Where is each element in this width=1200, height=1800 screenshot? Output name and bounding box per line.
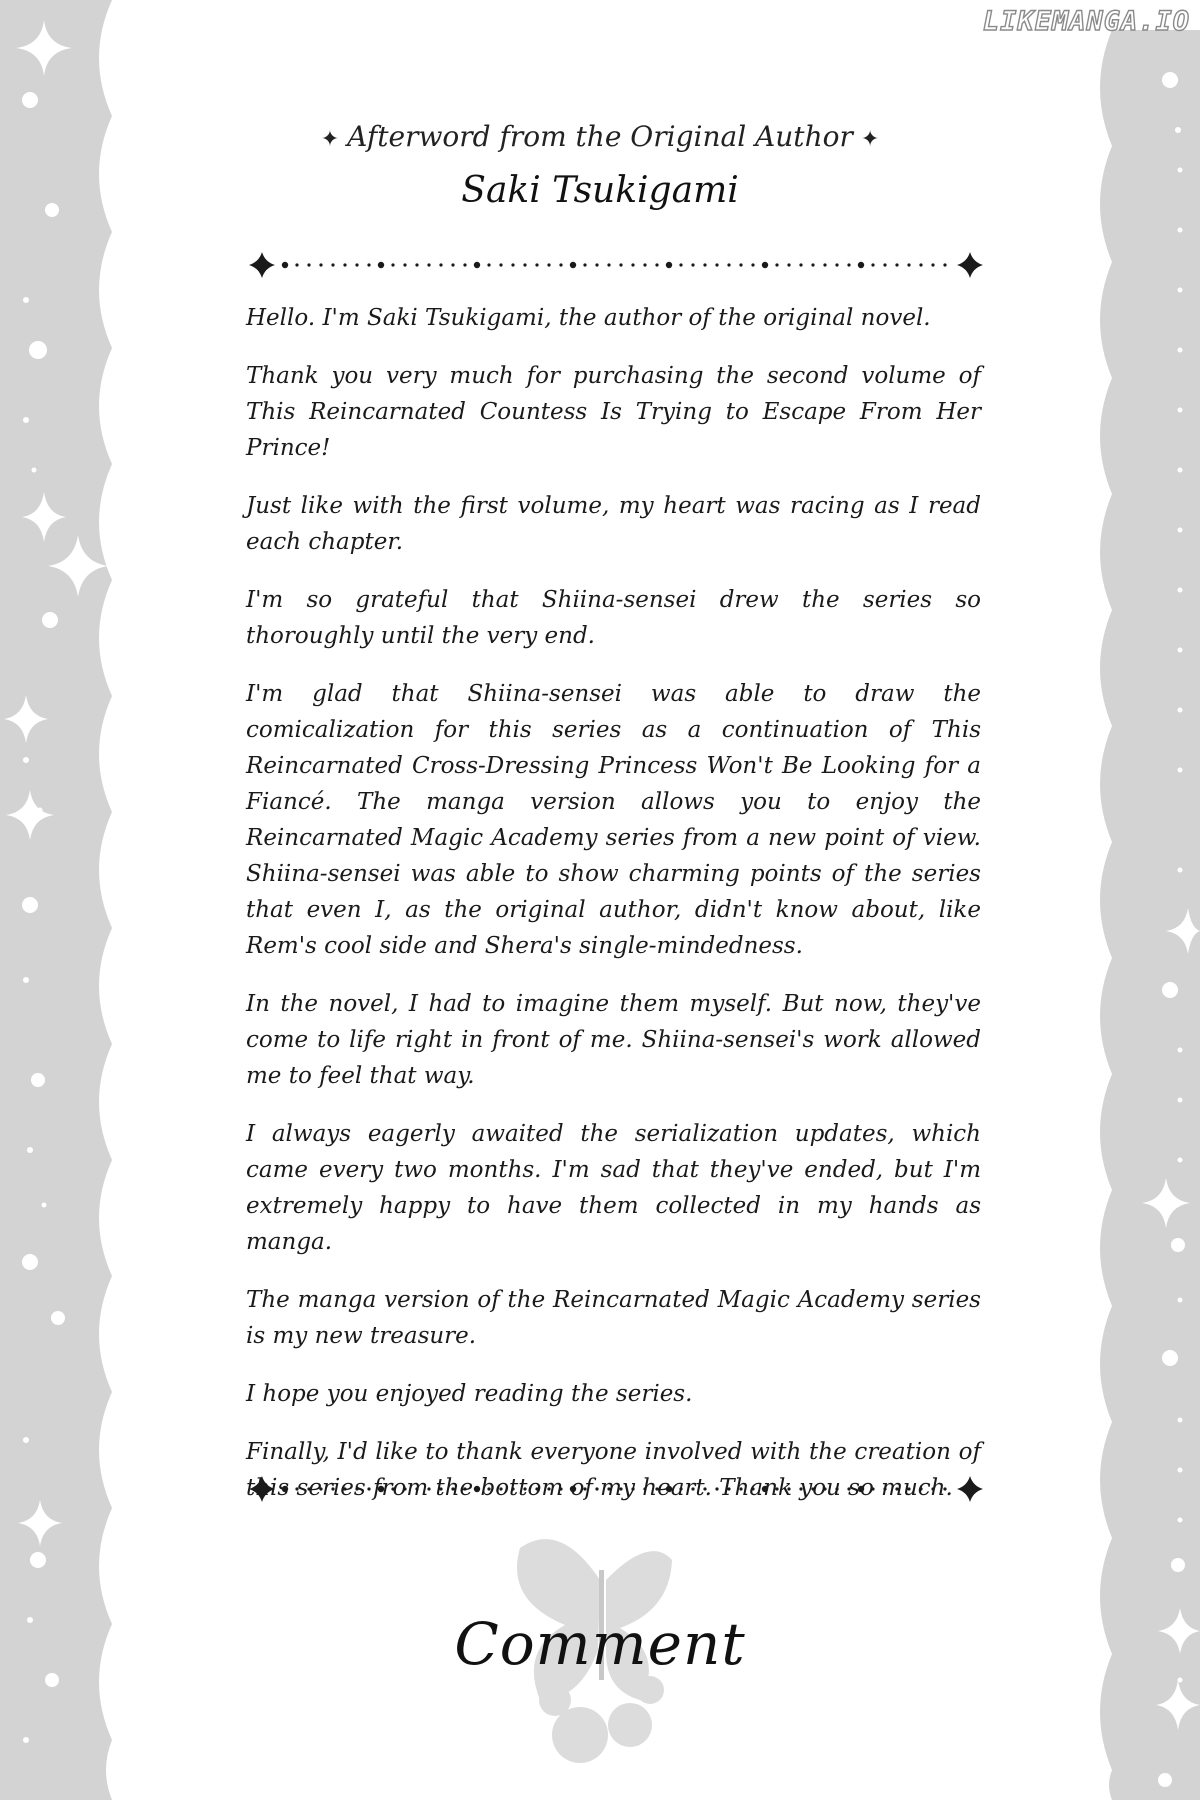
divider-dot [463,263,466,266]
paragraph: I'm so grateful that Shiina-sensei drew the series so thoroughly until the very end. [246,587,981,649]
divider-dot [703,263,706,266]
divider-dot [931,263,934,266]
divider-dot [282,262,288,268]
paragraph: Finally, I'd like to thank everyone involved with the creation of this series from the bottom of my heart. Thank you so much. [246,1439,981,1501]
divider-dot [655,263,658,266]
divider-dot [883,263,886,266]
divider-dot [523,263,526,266]
divider-dot [739,263,742,266]
divider-dot [343,263,346,266]
divider-dot [858,262,864,268]
paragraph: Just like with the first volume, my heart was racing as I read each chapter. [246,493,981,555]
divider-dot [751,263,754,266]
divider-dot [847,263,850,266]
divider-dot [295,263,298,266]
divider-dot [499,263,502,266]
right-scalloped-border [1100,30,1200,1800]
divider-dot [691,263,694,266]
divider-dot [715,263,718,266]
paragraph: I'm glad that Shiina-sensei was able to draw the comicalization for this series as a continuation of This Reincarnated Cross-Dressing Princess Won't Be Looking for a Fiancé. The manga version allows you to enjoy the Reincarnated Magic Academy series from a new point of view. Shiina-sensei was able to show charming points of the series that even I, as the original author, didn't know about, like Rem's cool side and Shera's single-mindedness. [246,681,981,959]
divider-dot [451,263,454,266]
divider-dot [378,262,384,268]
divider-dot [583,263,586,266]
divider-dot [570,262,576,268]
divider-dot [391,263,394,266]
divider-dot [511,263,514,266]
divider-dot [679,263,682,266]
divider-dot [871,263,874,266]
divider-dot [907,263,910,266]
divider-dot [775,263,778,266]
divider-dot [474,262,480,268]
divider-dot [811,263,814,266]
paragraph: I always eagerly awaited the serialization updates, which came every two months. I'm sad that they've ended, but I'm extremely happy to have them collected in my hands as manga. [246,1121,981,1255]
divider-dot [547,263,550,266]
divider-dot [643,263,646,266]
divider-dot [439,263,442,266]
divider-dot [943,263,946,266]
top-divider [249,252,983,278]
divider-dot [559,263,562,266]
divider-dot [727,263,730,266]
divider-dot [835,263,838,266]
paragraph: In the novel, I had to imagine them myself. But now, they've come to life right in front of me. Shiina-sensei's work allowed me to feel that way. [246,991,981,1089]
divider-dot [823,263,826,266]
divider-dot [799,263,802,266]
paragraph: Hello. I'm Saki Tsukigami, the author of the original novel. [246,305,931,331]
left-scalloped-border [0,0,112,1800]
divider-dot [307,263,310,266]
divider-dot [355,263,358,266]
divider-dot [403,263,406,266]
afterword-heading [0,120,1200,153]
divider-dot [415,263,418,266]
divider-dot [607,263,610,266]
divider-dot [595,263,598,266]
paragraph: The manga version of the Reincarnated Magic Academy series is my new treasure. [246,1287,981,1349]
divider-dot [919,263,922,266]
divider-dot [487,263,490,266]
divider-dot [427,263,430,266]
divider-dot [895,263,898,266]
site-watermark: LIKEMANGA.IO [982,6,1190,37]
divider-dot [367,263,370,266]
divider-dot [319,263,322,266]
star-right-icon: ✦ [860,127,880,152]
star-left-icon: ✦ [320,127,340,152]
afterword-body [246,300,981,1528]
author-name: Saki Tsukigami [461,170,739,211]
paragraph: Thank you very much for purchasing the second volume of This Reincarnated Countess Is Trying to Escape From Her Prince! [246,363,981,461]
divider-dot [666,262,672,268]
divider-dot [619,263,622,266]
divider-dot [631,263,634,266]
divider-dot [787,263,790,266]
divider-dot [535,263,538,266]
heading-text: Afterword from the Original Author [347,120,853,153]
paragraph: I hope you enjoyed reading the series. [246,1381,693,1407]
divider-dot [331,263,334,266]
divider-dot [762,262,768,268]
comment-title: Comment [454,1610,746,1678]
